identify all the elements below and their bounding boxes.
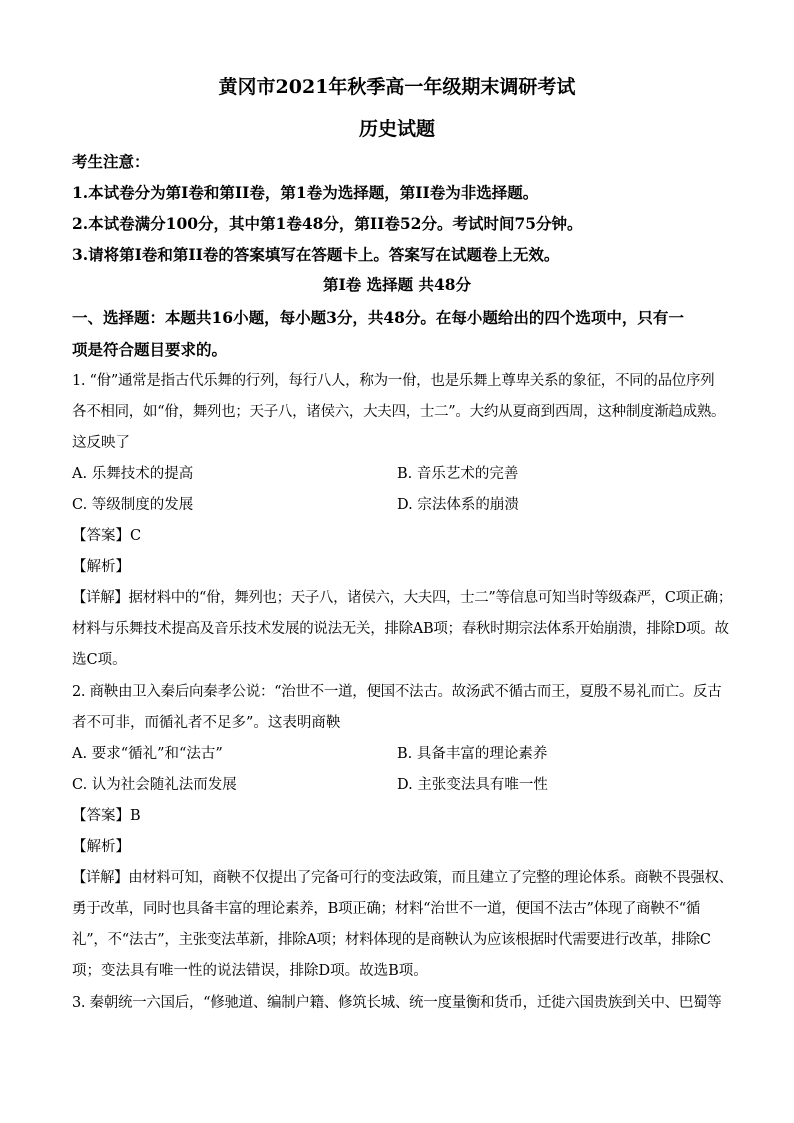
q1-stem-line3: 这反映了 (72, 435, 130, 451)
q2-option-b: B. 具备丰富的理论素养 (397, 746, 548, 762)
q1-option-b: B. 音乐艺术的完善 (397, 466, 519, 482)
q2-answer: 【答案】B (72, 808, 141, 824)
section-instruction-line2: 项是符合题目要求的。 (72, 340, 228, 359)
q1-option-a: A. 乐舞技术的提高 (72, 466, 194, 482)
exam-title: 黄冈市2021年秋季高一年级期末调研考试 (218, 76, 576, 98)
q2-detail-line3: 礼”，不“法古”，主张变法革新，排除A项；材料体现的是商鞅认为应该根据时代需要进行改革，排除C (72, 932, 711, 948)
section-title: 第I卷 选择题 共48分 (322, 275, 472, 294)
q2-option-d: D. 主张变法具有唯一性 (397, 777, 548, 793)
exam-subtitle: 历史试题 (358, 118, 435, 140)
q3-stem-line1: 3. 秦朝统一六国后，“修驰道、编制户籍、修筑长城、统一度量衡和货币，迁徙六国贵族到关中、巴蜀等 (72, 995, 722, 1011)
notice-item-1: 1.本试卷分为第I卷和第II卷，第1卷为选择题，第II卷为非选择题。 (72, 183, 539, 202)
q2-analysis-label: 【解析】 (72, 839, 130, 855)
q1-option-c: C. 等级制度的发展 (72, 497, 194, 513)
q1-option-d: D. 宗法体系的崩溃 (397, 497, 519, 513)
q1-stem-line1: 1. “佾”通常是指古代乐舞的行列，每行八人，称为一佾，也是乐舞上尊卑关系的象征，不同的品位序列 (72, 373, 715, 389)
section-instruction-line1: 一、选择题：本题共16小题，每小题3分，共48分。在每小题给出的四个选项中，只有一 (72, 308, 684, 327)
q2-detail-line2: 勇于改革，同时也具备丰富的理论素养，B项正确；材料“治世不一道，便国不法古”体现了商鞅不“循 (72, 901, 701, 917)
q1-answer: 【答案】C (72, 528, 142, 544)
q1-detail-line3: 选C项。 (72, 652, 127, 668)
q1-analysis-label: 【解析】 (72, 559, 130, 575)
notice-item-3: 3.请将第I卷和第II卷的答案填写在答题卡上。答案写在试题卷上无效。 (72, 245, 560, 264)
q2-option-a: A. 要求“循礼”和“法古” (72, 746, 223, 762)
notice-heading: 考生注意： (72, 152, 150, 171)
q2-option-c: C. 认为社会随礼法而发展 (72, 777, 237, 793)
notice-item-2: 2.本试卷满分100分，其中第1卷48分，第II卷52分。考试时间75分钟。 (72, 214, 583, 233)
q1-stem-line2: 各不相同，如“佾，舞列也；天子八，诸侯六，大夫四，士二”。大约从夏商到西周，这种制度渐趋成熟。 (72, 404, 726, 420)
q2-detail-line1: 【详解】由材料可知，商鞅不仅提出了完备可行的变法政策，而且建立了完整的理论体系。商鞅不畏强权、 (72, 870, 733, 886)
q2-stem-line1: 2. 商鞅由卫入秦后向秦孝公说：“治世不一道，便国不法古。故汤武不循古而王，夏殷不易礼而亡。反古 (72, 684, 722, 700)
q2-detail-line4: 项；变法具有唯一性的说法错误，排除D项。故选B项。 (72, 963, 428, 979)
q2-stem-line2: 者不可非，而循礼者不足多”。这表明商鞅 (72, 715, 341, 731)
q1-detail-line1: 【详解】据材料中的“佾，舞列也；天子八，诸侯六，大夫四，士二”等信息可知当时等级森严，C项正确； (72, 590, 733, 606)
q1-detail-line2: 材料与乐舞技术提高及音乐技术发展的说法无关，排除AB项；春秋时期宗法体系开始崩溃，排除D项。故 (72, 621, 729, 637)
